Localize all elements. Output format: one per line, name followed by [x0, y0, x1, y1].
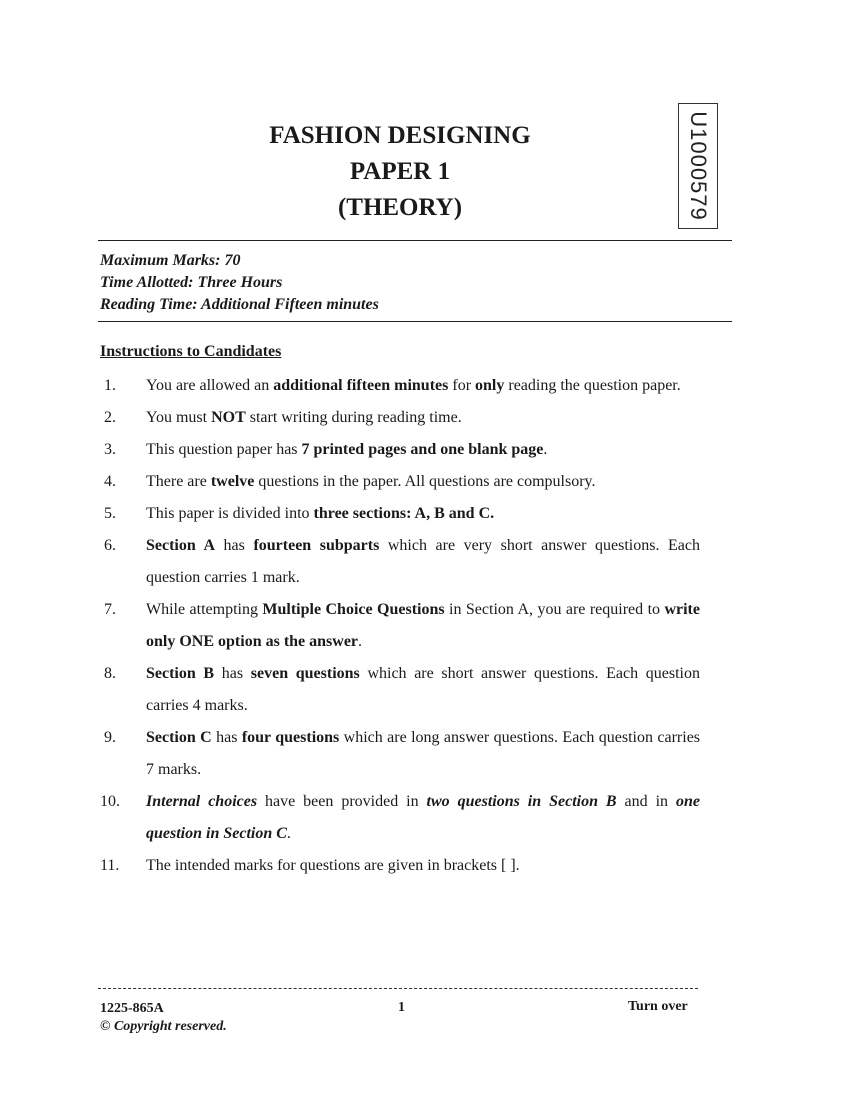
- instruction-text-segment: 7 printed pages and one blank page: [301, 441, 544, 458]
- instruction-number: 11.: [100, 857, 120, 874]
- page-number: 1: [398, 1000, 405, 1015]
- instruction-text-segment: write only ONE option as the answer: [146, 601, 700, 650]
- instruction-text-segment: This question paper has: [146, 441, 302, 458]
- instruction-text: [146, 370, 700, 402]
- instruction-number: 9.: [104, 729, 116, 746]
- instruction-text: [146, 786, 700, 850]
- instruction-item: [100, 530, 700, 594]
- instruction-text-segment: You are allowed an: [146, 377, 274, 394]
- instruction-number: 5.: [104, 505, 116, 522]
- instruction-text-segment: seven questions: [250, 665, 360, 682]
- instruction-text-segment: have been provided in: [257, 793, 427, 810]
- instruction-text-segment: which are long answer questions. Each question carries 7 marks.: [146, 729, 701, 778]
- instruction-text-segment: only: [475, 377, 505, 394]
- title-line-paper: PAPER 1: [349, 158, 451, 185]
- instruction-text-segment: and in: [616, 793, 677, 810]
- instruction-text-segment: twelve: [210, 473, 255, 490]
- instruction-text: [146, 466, 700, 498]
- instruction-text-segment: .: [358, 633, 363, 650]
- instruction-item: [100, 594, 700, 658]
- instruction-number: 2.: [104, 409, 116, 426]
- instruction-item: [100, 722, 700, 786]
- instruction-text-segment: While attempting: [146, 601, 263, 618]
- instructions-heading: Instructions to Candidates: [100, 343, 282, 360]
- instruction-text: [146, 850, 700, 882]
- meta-divider: [98, 321, 732, 322]
- time-allotted: Time Allotted: Three Hours: [100, 274, 283, 291]
- instruction-text-segment: Section A: [146, 537, 215, 554]
- title-line-theory: (THEORY): [337, 194, 463, 221]
- copyright-notice: © Copyright reserved.: [100, 1019, 227, 1034]
- paper-code-stamp: [678, 103, 718, 229]
- instruction-item: [100, 466, 700, 498]
- instruction-item: [100, 434, 700, 466]
- instruction-text-segment: which are very short answer questions. Each question carries 1 mark.: [146, 537, 700, 586]
- maximum-marks: Maximum Marks: 70: [100, 252, 241, 269]
- instruction-text: [146, 434, 700, 466]
- instruction-text-segment: Section B: [146, 665, 215, 682]
- instruction-text: [146, 722, 700, 786]
- instruction-text-segment: for: [448, 377, 476, 394]
- turn-over-label: Turn over: [628, 999, 688, 1014]
- instruction-text-segment: The intended marks for questions are given in brackets [ ].: [146, 857, 520, 874]
- instruction-text-segment: fourteen subparts: [253, 537, 380, 554]
- instruction-text-segment: has: [214, 665, 251, 682]
- exam-meta: [100, 250, 379, 316]
- instruction-text-segment: four questions: [241, 729, 340, 746]
- title-line-subject: FASHION DESIGNING: [269, 122, 531, 149]
- instruction-item: [100, 370, 700, 402]
- instructions-list: [100, 370, 700, 882]
- instruction-text-segment: Section C: [146, 729, 212, 746]
- instruction-text: [146, 530, 700, 594]
- instruction-text-segment: This paper is divided into: [146, 505, 314, 522]
- top-divider: [98, 240, 732, 241]
- instruction-number: 1.: [104, 377, 116, 394]
- paper-code-stamp-text: U1000579: [686, 111, 712, 221]
- instruction-text-segment: which are short answer questions. Each question carries 4 marks.: [146, 665, 700, 714]
- instruction-text-segment: There are: [146, 473, 211, 490]
- instruction-text: [146, 594, 700, 658]
- instruction-number: 8.: [104, 665, 116, 682]
- instruction-item: [100, 850, 700, 882]
- instruction-text-segment: .: [286, 825, 291, 842]
- instruction-text-segment: Multiple Choice Questions: [262, 601, 445, 618]
- instruction-text-segment: You must: [146, 409, 212, 426]
- reading-time: Reading Time: Additional Fifteen minutes: [100, 296, 379, 313]
- instruction-number: 7.: [104, 601, 116, 618]
- paper-code: 1225-865A: [100, 1001, 164, 1016]
- footer-divider: [98, 988, 698, 989]
- instruction-text-segment: questions in the paper. All questions are compulsory.: [254, 473, 596, 490]
- instruction-item: [100, 498, 700, 530]
- instruction-number: 6.: [104, 537, 116, 554]
- instruction-text-segment: reading the question paper.: [504, 377, 681, 394]
- instruction-text-segment: has: [211, 729, 242, 746]
- instruction-text: [146, 402, 700, 434]
- instruction-number: 3.: [104, 441, 116, 458]
- instruction-item: [100, 402, 700, 434]
- instruction-text-segment: two questions in Section B: [426, 793, 617, 810]
- instruction-item: [100, 786, 700, 850]
- footer-left: [100, 1000, 227, 1036]
- instruction-item: [100, 658, 700, 722]
- instruction-text-segment: one question in Section C: [146, 793, 701, 842]
- instruction-text-segment: start writing during reading time.: [245, 409, 462, 426]
- instruction-text-segment: in Section A, you are required to: [444, 601, 665, 618]
- instruction-text-segment: has: [215, 537, 254, 554]
- instruction-number: 4.: [104, 473, 116, 490]
- instruction-text: [146, 498, 700, 530]
- instruction-text-segment: NOT: [211, 409, 246, 426]
- instruction-text-segment: .: [543, 441, 548, 458]
- instruction-text-segment: three sections: A, B and C.: [313, 505, 495, 522]
- instruction-text-segment: additional fifteen minutes: [273, 377, 449, 394]
- instruction-number: 10.: [100, 793, 120, 810]
- instruction-text: [146, 658, 700, 722]
- instruction-text-segment: Internal choices: [146, 793, 258, 810]
